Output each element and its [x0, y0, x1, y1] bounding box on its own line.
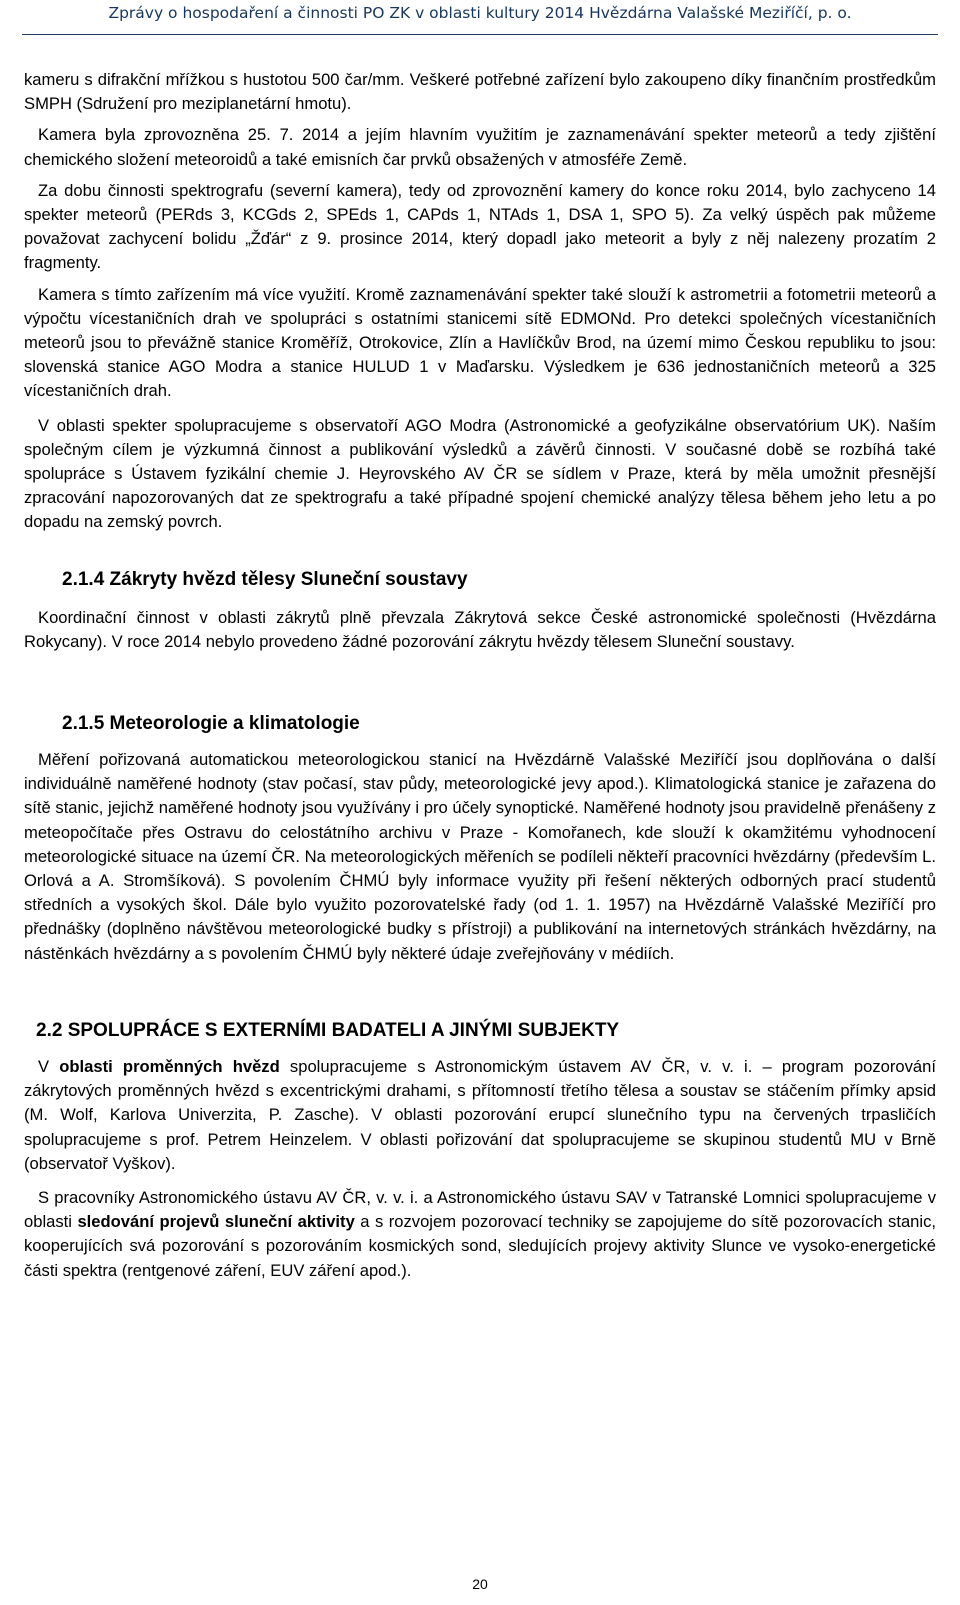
- paragraph-spectra-cooperation: V oblasti spekter spolupracujeme s observatoří AGO Modra (Astronomické a geofyzikálne observatórium UK). Naším společným cílem je výzkumná činnost a publikování výsledků a závěrů činnosti. V současné době se rozbíhá také spolupráce s Ústavem fyzikální chemie J. Heyrovského AV ČR se sídlem v Praze, která by měla umožnit přesnější zpracování napozorovaných dat ze spektrografu a také případné spojení chemické analýzy tělesa během jeho letu a po dopadu na zemský povrch.: [24, 415, 936, 532]
- section-heading-cooperation: 2.2 SPOLUPRÁCE S EXTERNÍMI BADATELI A JINÝMI SUBJEKTY: [36, 1019, 620, 1041]
- paragraph-spectrograph-results: Za dobu činnosti spektrografu (severní kamera), tedy od zprovoznění kamery do konce roku 2014, bylo zachyceno 14 spekter meteorů (PERds 3, KCGds 2, SPEds 1, CAPds 1, NTAds 1, DSA 1, SPO 5). Za velký úspěch pak můžeme považovat zachycení bolidu „Žďár“ z 9. prosince 2014, který dopadl jako meteorit a byly z něj nalezeny prozatím 2 fragmenty.: [24, 180, 936, 273]
- page-content: [0, 68, 960, 1283]
- text-run: spolupracujeme s Astronomickým ústavem AV ČR, v. v. i. – program pozorování zákrytových proměnných hvězd s excentrickými drahami, s přítomností třetího tělesa a soustav se stáčením přímky apsid (M. Wolf, Karlova Univerzita, P. Zasche). V oblasti pozorování erupcí slunečního typu na červených trpasličích spolupracujeme s prof. Petrem Heinzelem. V oblasti pořizování dat spolupracujeme se skupinou studentů MU v Brně (observatoř Vyškov).: [24, 1056, 936, 1173]
- paragraph-camera-usage: Kamera s tímto zařízením má více využití. Kromě zaznamenávání spekter také slouží k astrometrii a fotometrii meteorů a výpočtu vícestaničních drah ve spolupráci s ostatními stanicemi sítě EDMONd. Pro detekci společných vícestaničních meteorů jsou to převážně stanice Kroměříž, Otrokovice, Zlín a Havlíčkův Brod, na území mimo Českou republiku to jsou: slovenská stanice AGO Modra a stanice HULUD 1 v Maďarsku. Výsledkem je 636 jednostaničních meteorů a 325 vícestaničních drah.: [24, 284, 936, 401]
- text-run: S pracovníky Astronomického ústavu AV ČR, v. v. i. a Astronomického ústavu SAV v Tatranské Lomnici spolupracujeme v oblasti: [24, 1187, 936, 1232]
- paragraph-camera-grating: kameru s difrakční mřížkou s hustotou 500 čar/mm. Veškeré potřebné zařízení bylo zakoupeno díky finančním prostředkům SMPH (Sdružení pro meziplanetární hmotu).: [24, 70, 936, 114]
- text-run: V: [38, 1056, 60, 1076]
- text-run: a s rozvojem pozorovací techniky se zapojujeme do sítě pozorovacích stanic, kooperujících svá pozorování s pozorováním kosmických sond, sledujících projevy aktivity Slunce ve vysoko-energetické části spektra (rentgenové záření, EUV záření apod.).: [24, 1212, 937, 1280]
- emphasis-variable-stars: oblasti proměnných hvězd: [59, 1056, 280, 1076]
- paragraph-solar-activity: [0, 1186, 960, 1283]
- running-header: Zprávy o hospodaření a činnosti PO ZK v oblasti kultury 2014 Hvězdárna Valašské Meziříčí, p. o.: [108, 4, 852, 22]
- emphasis-solar-activity: sledování projevů sluneční aktivity: [77, 1212, 355, 1232]
- section-heading-meteorology: 2.1.5 Meteorologie a klimatologie: [62, 713, 360, 735]
- paragraph-occultations: Koordinační činnost v oblasti zákrytů plně převzala Zákrytová sekce České astronomické společnosti (Hvězdárna Rokycany). V roce 2014 nebylo provedeno žádné pozorování zákrytu hvězdy tělesem Sluneční soustavy.: [24, 607, 936, 651]
- paragraph-camera-commissioning: Kamera byla zprovozněna 25. 7. 2014 a jejím hlavním využitím je zaznamenávání spekter meteorů a tedy zjištění chemického složení meteoroidů a také emisních čar prvků obsažených v atmosféře Země.: [24, 125, 936, 169]
- section-heading-occultations: 2.1.4 Zákryty hvězd tělesy Sluneční soustavy: [62, 568, 468, 590]
- page-number: 20: [472, 1576, 488, 1592]
- header-divider: [22, 34, 938, 35]
- paragraph-variable-stars: [0, 1055, 960, 1176]
- paragraph-meteorology: Měření pořizovaná automatickou meteorologickou stanicí na Hvězdárně Valašské Meziříčí jsou doplňována o další individuálně naměřené hodnoty (stav počasí, stav půdy, meteorologické jevy apod.). Klimatologická stanice je zařazena do sítě stanic, jejichž naměřené hodnoty jsou využívány i pro účely synoptické. Naměřené hodnoty jsou pravidelně přenášeny z meteopočítače přes Ostravu do celostátního archivu v Praze - Komořanech, kde slouží k okamžitému vyhodnocení meteorologické situace na území ČR. Na meteorologických měřeních se podíleli někteří pracovníci hvězdárny (především L. Orlová a A. Stromšíková). S povolením ČHMÚ byly informace využity při řešení některých odborných prací studentů středních a vysokých škol. Dále bylo využito pozorovatelské řady (od 1. 1. 1957) na Hvězdárně Valašské Meziříčí pro přednášky (doplněno návštěvou meteorologické budky s přístroji) a publikování na internetových stránkách hvězdárny, na nástěnkách hvězdárny a s povolením ČHMÚ byly některé údaje zveřejňovány v médiích.: [24, 750, 936, 963]
